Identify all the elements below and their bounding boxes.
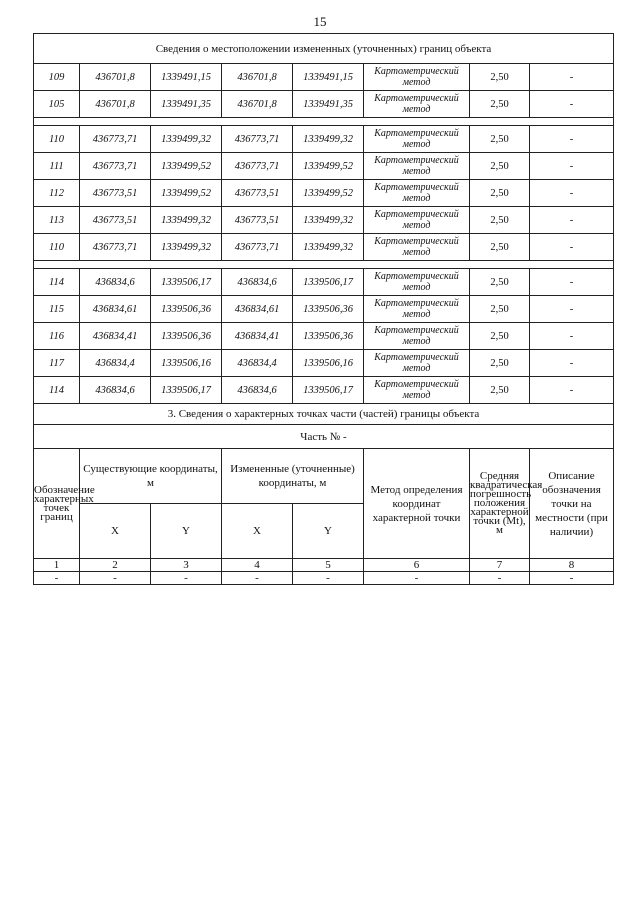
changed-x-cell: 436773,71: [222, 126, 293, 153]
description-cell: -: [530, 64, 614, 91]
changed-x-cell: 436834,6: [222, 269, 293, 296]
section-title: Сведения о местоположении измененных (уточненных) границ объекта: [34, 34, 614, 64]
changed-x-cell: 436773,51: [222, 207, 293, 234]
point-cell: 117: [34, 350, 80, 377]
header-existing-x: X: [80, 504, 151, 559]
changed-y-cell: 1339499,52: [293, 180, 364, 207]
point-cell: 110: [34, 126, 80, 153]
changed-y-cell: 1339499,32: [293, 126, 364, 153]
existing-y-cell: 1339491,35: [151, 91, 222, 118]
method-cell: Картометрический метод: [364, 64, 470, 91]
existing-y-cell: 1339506,17: [151, 269, 222, 296]
point-cell: 112: [34, 180, 80, 207]
empty-cell: -: [80, 572, 151, 585]
existing-x-cell: 436834,6: [80, 269, 151, 296]
group-separator: [34, 261, 614, 269]
header-description: Описание обозначения точки на местности (при наличии): [530, 449, 614, 559]
description-cell: -: [530, 350, 614, 377]
existing-y-cell: 1339506,16: [151, 350, 222, 377]
description-cell: -: [530, 180, 614, 207]
existing-y-cell: 1339499,52: [151, 153, 222, 180]
column-number-row: [34, 559, 614, 572]
changed-x-cell: 436701,8: [222, 64, 293, 91]
point-cell: 111: [34, 153, 80, 180]
column-number: 8: [530, 559, 614, 572]
error-cell: 2,50: [470, 269, 530, 296]
changed-y-cell: 1339499,32: [293, 234, 364, 261]
existing-x-cell: 436773,51: [80, 207, 151, 234]
header-changed-coords: Измененные (уточненные) координаты, м: [222, 449, 364, 504]
point-cell: 114: [34, 269, 80, 296]
column-number: 7: [470, 559, 530, 572]
empty-cell: -: [364, 572, 470, 585]
table-row: [34, 296, 614, 323]
changed-x-cell: 436834,41: [222, 323, 293, 350]
error-cell: 2,50: [470, 64, 530, 91]
error-cell: 2,50: [470, 180, 530, 207]
table-row: [34, 207, 614, 234]
method-cell: Картометрический метод: [364, 234, 470, 261]
changed-x-cell: 436834,61: [222, 296, 293, 323]
table-row: [34, 350, 614, 377]
error-cell: 2,50: [470, 296, 530, 323]
method-cell: Картометрический метод: [364, 91, 470, 118]
table-row: [34, 269, 614, 296]
header-changed-x: X: [222, 504, 293, 559]
method-cell: Картометрический метод: [364, 296, 470, 323]
description-cell: -: [530, 126, 614, 153]
error-cell: 2,50: [470, 91, 530, 118]
error-cell: 2,50: [470, 207, 530, 234]
column-number: 6: [364, 559, 470, 572]
existing-y-cell: 1339506,36: [151, 296, 222, 323]
changed-y-cell: 1339506,36: [293, 323, 364, 350]
empty-cell: -: [151, 572, 222, 585]
point-cell: 115: [34, 296, 80, 323]
point-cell: 114: [34, 377, 80, 404]
existing-x-cell: 436773,71: [80, 234, 151, 261]
changed-x-cell: 436773,71: [222, 153, 293, 180]
existing-x-cell: 436773,71: [80, 126, 151, 153]
empty-row: [34, 572, 614, 585]
method-cell: Картометрический метод: [364, 323, 470, 350]
changed-y-cell: 1339499,52: [293, 153, 364, 180]
point-cell: 113: [34, 207, 80, 234]
error-cell: 2,50: [470, 126, 530, 153]
changed-x-cell: 436834,6: [222, 377, 293, 404]
method-cell: Картометрический метод: [364, 377, 470, 404]
section3-title: 3. Сведения о характерных точках части (частей) границы объекта: [34, 404, 614, 425]
group-separator: [34, 118, 614, 126]
header-error: Средняя квадратическая погрешность положения характерной точки (Mt), м: [470, 449, 530, 559]
description-cell: -: [530, 377, 614, 404]
method-cell: Картометрический метод: [364, 207, 470, 234]
point-cell: 110: [34, 234, 80, 261]
changed-x-cell: 436773,51: [222, 180, 293, 207]
method-cell: Картометрический метод: [364, 269, 470, 296]
column-number: 1: [34, 559, 80, 572]
changed-y-cell: 1339506,36: [293, 296, 364, 323]
point-cell: 116: [34, 323, 80, 350]
table-row: [34, 64, 614, 91]
existing-y-cell: 1339499,32: [151, 234, 222, 261]
description-cell: -: [530, 269, 614, 296]
error-cell: 2,50: [470, 153, 530, 180]
method-cell: Картометрический метод: [364, 180, 470, 207]
changed-y-cell: 1339506,17: [293, 269, 364, 296]
empty-cell: -: [293, 572, 364, 585]
description-cell: -: [530, 91, 614, 118]
table-row: [34, 153, 614, 180]
table-row: [34, 180, 614, 207]
header-existing-y: Y: [151, 504, 222, 559]
existing-y-cell: 1339499,32: [151, 126, 222, 153]
description-cell: -: [530, 296, 614, 323]
error-cell: 2,50: [470, 234, 530, 261]
existing-y-cell: 1339506,36: [151, 323, 222, 350]
error-cell: 2,50: [470, 350, 530, 377]
page-number: 15: [313, 14, 327, 29]
point-cell: 109: [34, 64, 80, 91]
description-cell: -: [530, 323, 614, 350]
table-row: [34, 91, 614, 118]
column-number: 4: [222, 559, 293, 572]
existing-x-cell: 436834,61: [80, 296, 151, 323]
method-cell: Картометрический метод: [364, 153, 470, 180]
existing-y-cell: 1339499,52: [151, 180, 222, 207]
empty-cell: -: [530, 572, 614, 585]
coordinates-table: [33, 33, 614, 585]
description-cell: -: [530, 207, 614, 234]
existing-x-cell: 436701,8: [80, 91, 151, 118]
existing-x-cell: 436773,71: [80, 153, 151, 180]
table-row: [34, 323, 614, 350]
header-changed-y: Y: [293, 504, 364, 559]
existing-x-cell: 436834,4: [80, 350, 151, 377]
existing-y-cell: 1339491,15: [151, 64, 222, 91]
error-cell: 2,50: [470, 323, 530, 350]
changed-y-cell: 1339506,16: [293, 350, 364, 377]
header-point-designation: Обозначение характерных точек границ: [34, 449, 80, 559]
existing-x-cell: 436834,41: [80, 323, 151, 350]
changed-y-cell: 1339491,35: [293, 91, 364, 118]
point-cell: 105: [34, 91, 80, 118]
empty-cell: -: [470, 572, 530, 585]
header-existing-coords: Существующие координаты, м: [80, 449, 222, 504]
changed-y-cell: 1339491,15: [293, 64, 364, 91]
changed-x-cell: 436701,8: [222, 91, 293, 118]
changed-y-cell: 1339506,17: [293, 377, 364, 404]
existing-x-cell: 436701,8: [80, 64, 151, 91]
description-cell: -: [530, 153, 614, 180]
column-number: 2: [80, 559, 151, 572]
changed-x-cell: 436834,4: [222, 350, 293, 377]
part-label: Часть № -: [34, 425, 614, 449]
column-number: 5: [293, 559, 364, 572]
description-cell: -: [530, 234, 614, 261]
method-cell: Картометрический метод: [364, 126, 470, 153]
changed-y-cell: 1339499,32: [293, 207, 364, 234]
empty-cell: -: [222, 572, 293, 585]
changed-x-cell: 436773,71: [222, 234, 293, 261]
column-number: 3: [151, 559, 222, 572]
error-cell: 2,50: [470, 377, 530, 404]
existing-x-cell: 436834,6: [80, 377, 151, 404]
header-method: Метод определения координат характерной точки: [364, 449, 470, 559]
method-cell: Картометрический метод: [364, 350, 470, 377]
existing-y-cell: 1339499,32: [151, 207, 222, 234]
table-row: [34, 377, 614, 404]
table-row: [34, 234, 614, 261]
empty-cell: -: [34, 572, 80, 585]
table-row: [34, 126, 614, 153]
existing-x-cell: 436773,51: [80, 180, 151, 207]
existing-y-cell: 1339506,17: [151, 377, 222, 404]
